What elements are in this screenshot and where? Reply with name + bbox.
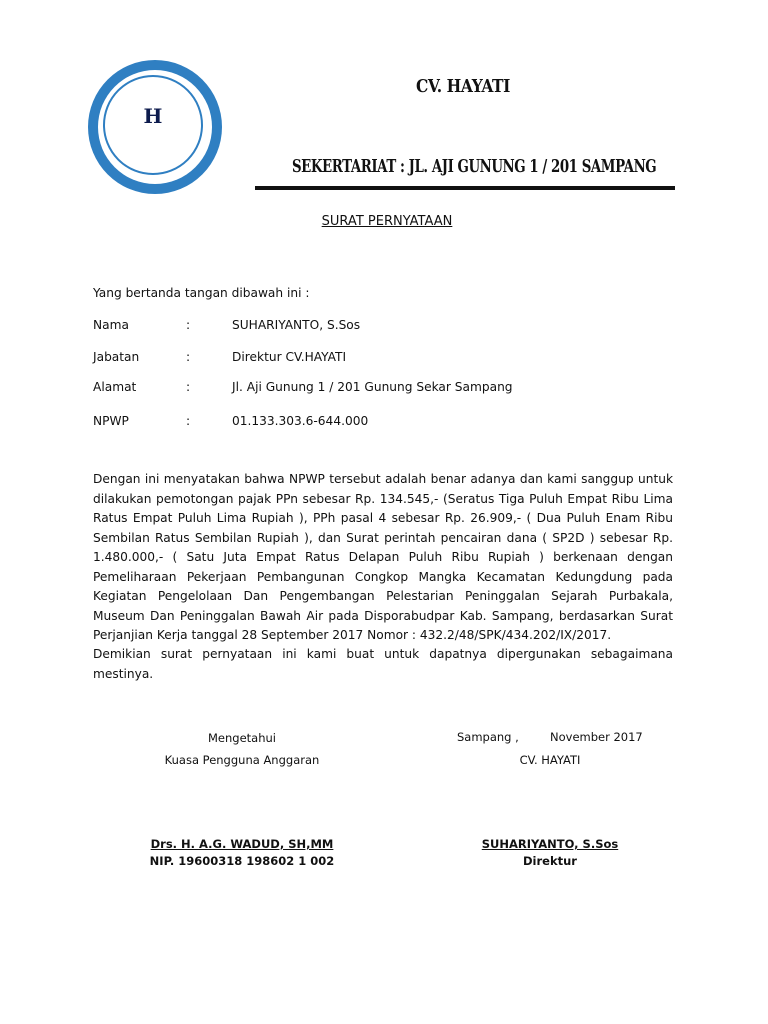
- sig-right-position: Direktur: [523, 854, 577, 868]
- sig-right-date: November 2017: [550, 730, 643, 744]
- field-label-jabatan: Jabatan: [93, 350, 140, 364]
- logo-ring: [98, 70, 212, 184]
- letterhead-divider: [255, 186, 675, 190]
- field-sep-npwp: :: [186, 414, 191, 428]
- company-name: CV. HAYATI: [416, 76, 510, 97]
- sig-right-org: CV. HAYATI: [519, 753, 581, 767]
- field-value-npwp: 01.133.303.6-644.000: [232, 414, 369, 428]
- field-label-npwp: NPWP: [93, 414, 129, 428]
- field-value-alamat: Jl. Aji Gunung 1 / 201 Gunung Sekar Sampang: [232, 380, 513, 394]
- field-value-jabatan: Direktur CV.HAYATI: [232, 350, 347, 364]
- field-label-alamat: Alamat: [93, 380, 137, 394]
- logo-inner-ring: [103, 75, 203, 175]
- sig-left-name: Drs. H. A.G. WADUD, SH,MM: [150, 837, 334, 851]
- field-sep-jabatan: :: [186, 350, 191, 364]
- field-value-nama: SUHARIYANTO, S.Sos: [232, 318, 361, 332]
- sig-right-place: Sampang ,: [457, 730, 519, 744]
- sig-left-role: Kuasa Pengguna Anggaran: [164, 753, 320, 767]
- statement-paragraph: Dengan ini menyatakan bahwa NPWP tersebut adalah benar adanya dan kami sanggup untuk dilakukan pemotongan pajak PPn sebesar Rp. 134.545,- (Seratus Tiga Puluh Empat Ribu Lima Ratus Empat Puluh Lima Rupiah ), PPh pasal 4 sebesar Rp. 26.909,- ( Dua Puluh Enam Ribu Sembilan Ratus Sembilan Rupiah ), dan Surat perintah pencairan dana ( SP2D ) sebesar Rp. 1.480.000,- ( Satu Juta Empat Ratus Delapan Puluh Ribu Rupiah ) berkenaan dengan Pemeliharaan Pekerjaan Pembangunan Congkop Mangka Kecamatan Kedungdung pada Kegiatan Pengelolaan Dan Pengembangan Pelestarian Peninggalan Sejarah Purbakala, Museum Dan Peninggalan Bawah Air pada Disporabudpar Kab. Sampang, berdasarkan Surat Perjanjian Kerja tanggal 28 September 2017 Nomor : 432.2/48/SPK/434.202/IX/2017.: [93, 472, 673, 642]
- sig-right-name: SUHARIYANTO, S.Sos: [481, 837, 619, 851]
- field-label-nama: Nama: [93, 318, 129, 332]
- document-title-text: SURAT PERNYATAAN: [321, 214, 453, 229]
- field-sep-nama: :: [186, 318, 191, 332]
- closing-paragraph: Demikian surat pernyataan ini kami buat untuk dapatnya dipergunakan sebagaimana mestinya.: [93, 647, 673, 681]
- field-sep-alamat: :: [186, 380, 191, 394]
- document-title: [0, 214, 768, 229]
- sig-left-nip: NIP. 19600318 198602 1 002: [149, 854, 335, 868]
- intro-text: Yang bertanda tangan dibawah ini :: [93, 286, 310, 300]
- company-logo: [88, 60, 222, 194]
- logo-letter: H: [143, 104, 163, 128]
- sig-left-heading: Mengetahui: [208, 731, 276, 745]
- secretariat-address: SEKERTARIAT : JL. AJI GUNUNG 1 / 201 SAMPANG: [292, 156, 657, 177]
